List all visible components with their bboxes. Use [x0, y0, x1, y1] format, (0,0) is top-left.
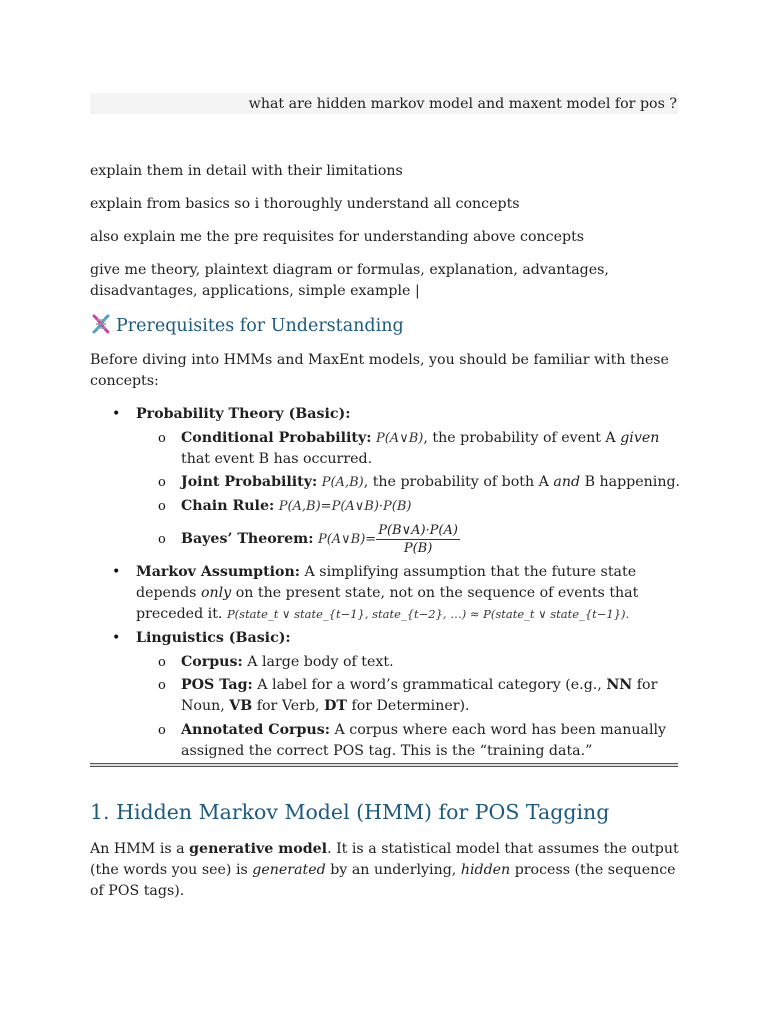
pos-tag-label: POS Tag:: [181, 677, 253, 693]
hmm-text-3: by an underlying,: [325, 862, 461, 878]
conditional-formula: P(A∨B): [375, 431, 424, 446]
corpus-text: A large body of text.: [242, 654, 394, 670]
prerequisites-heading-text: Prerequisites for Understanding: [116, 316, 404, 336]
hmm-emphasis-1: generated: [252, 862, 326, 878]
linguistics-label: Linguistics (Basic):: [136, 630, 291, 646]
prerequisites-intro: Before diving into HMMs and MaxEnt models, you should be familiar with these concepts:: [90, 352, 669, 389]
conditional-text-1: , the probability of event A: [423, 430, 621, 446]
sub-bullet: o: [158, 678, 166, 693]
bayes-theorem-item: [181, 518, 681, 561]
probability-theory-item: [136, 404, 681, 425]
bullet-dot: •: [112, 406, 121, 422]
conditional-probability-item: [181, 428, 681, 470]
instruction-3: also explain me the pre requisites for understanding above concepts: [90, 229, 585, 245]
annotated-corpus-item: [181, 720, 671, 762]
hmm-intro: [90, 839, 680, 902]
instruction-2: explain from basics so i thoroughly understand all concepts: [90, 196, 520, 212]
conditional-probability-label: Conditional Probability:: [181, 430, 372, 446]
corpus-item: [181, 652, 681, 673]
joint-emphasis: and: [553, 474, 581, 490]
joint-text-2: B happening.: [580, 474, 681, 490]
sub-bullet: o: [158, 499, 166, 514]
bayes-lhs: P(A∨B)=: [317, 532, 377, 547]
conditional-text-2: that event B has occurred.: [181, 451, 373, 467]
markov-assumption-label: Markov Assumption:: [136, 564, 301, 580]
pos-tag-item: [181, 675, 661, 717]
bayes-theorem-label: Bayes’ Theorem:: [181, 531, 314, 547]
pos-tag-text-4: for Determiner).: [346, 698, 470, 714]
linguistics-item: [136, 628, 681, 649]
chain-rule-item: [181, 496, 681, 517]
sub-bullet: o: [158, 475, 166, 490]
bayes-fraction: [376, 523, 460, 556]
hmm-bold: generative model: [189, 841, 328, 857]
joint-probability-label: Joint Probability:: [181, 474, 318, 490]
tag-dt: DT: [324, 698, 347, 714]
annotated-corpus-text: A corpus where each word has been manually assigned the correct POS tag. This is the “training data.”: [181, 722, 667, 759]
section-divider: [90, 763, 678, 767]
markov-assumption-item: [136, 562, 646, 625]
tag-vb: VB: [229, 698, 253, 714]
probability-theory-label: Probability Theory (Basic):: [136, 406, 351, 422]
instruction-1: explain them in detail with their limitations: [90, 163, 403, 179]
joint-probability-item: [181, 472, 691, 493]
markov-emphasis: only: [200, 585, 232, 601]
bayes-numerator: P(B∨A)·P(A): [378, 522, 458, 538]
hmm-heading: 1. Hidden Markov Model (HMM) for POS Tagging: [90, 800, 610, 824]
hmm-text-2: . It is a statistical model that assumes the output (the words you see) is: [90, 841, 679, 878]
joint-text-1: , the probability of both A: [363, 474, 554, 490]
markov-text-1: A simplifying assumption that the future state depends: [136, 564, 637, 601]
sub-bullet: o: [158, 655, 166, 670]
dna-icon: [90, 314, 112, 334]
chain-rule-formula: P(A,B)=P(A∨B)·P(B): [278, 499, 412, 514]
hmm-emphasis-2: hidden: [460, 862, 511, 878]
corpus-label: Corpus:: [181, 654, 243, 670]
bullet-dot: •: [112, 630, 121, 646]
prerequisites-heading: [90, 314, 404, 338]
instruction-4: give me theory, plaintext diagram or formulas, explanation, advantages, disadvantages, applications, simple example |: [90, 262, 609, 299]
joint-formula: P(A,B): [321, 475, 364, 490]
pos-tag-text-1: A label for a word’s grammatical category (e.g.,: [252, 677, 607, 693]
pos-tag-text-3: for Verb,: [252, 698, 325, 714]
sub-bullet: o: [158, 431, 166, 446]
pos-tag-text-2: for Noun,: [181, 677, 658, 714]
chain-rule-label: Chain Rule:: [181, 498, 275, 514]
annotated-corpus-label: Annotated Corpus:: [181, 722, 330, 738]
conditional-emphasis: given: [620, 430, 660, 446]
sub-bullet: o: [158, 532, 166, 547]
bullet-dot: •: [112, 564, 121, 580]
markov-text-2: on the present state, not on the sequence of events that preceded it.: [136, 585, 639, 622]
bayes-denominator: P(B): [403, 540, 433, 556]
user-question: what are hidden markov model and maxent model for pos ?: [248, 96, 677, 112]
hmm-text-1: An HMM is a: [90, 841, 190, 857]
sub-bullet: o: [158, 723, 166, 738]
hmm-text-4: process (the sequence of POS tags).: [90, 862, 676, 899]
markov-formula: P(state_t ∨ state_{t−1}, state_{t−2}, …) ≈ P(state_t ∨ state_{t−1}).: [226, 607, 630, 621]
tag-nn: NN: [606, 677, 633, 693]
